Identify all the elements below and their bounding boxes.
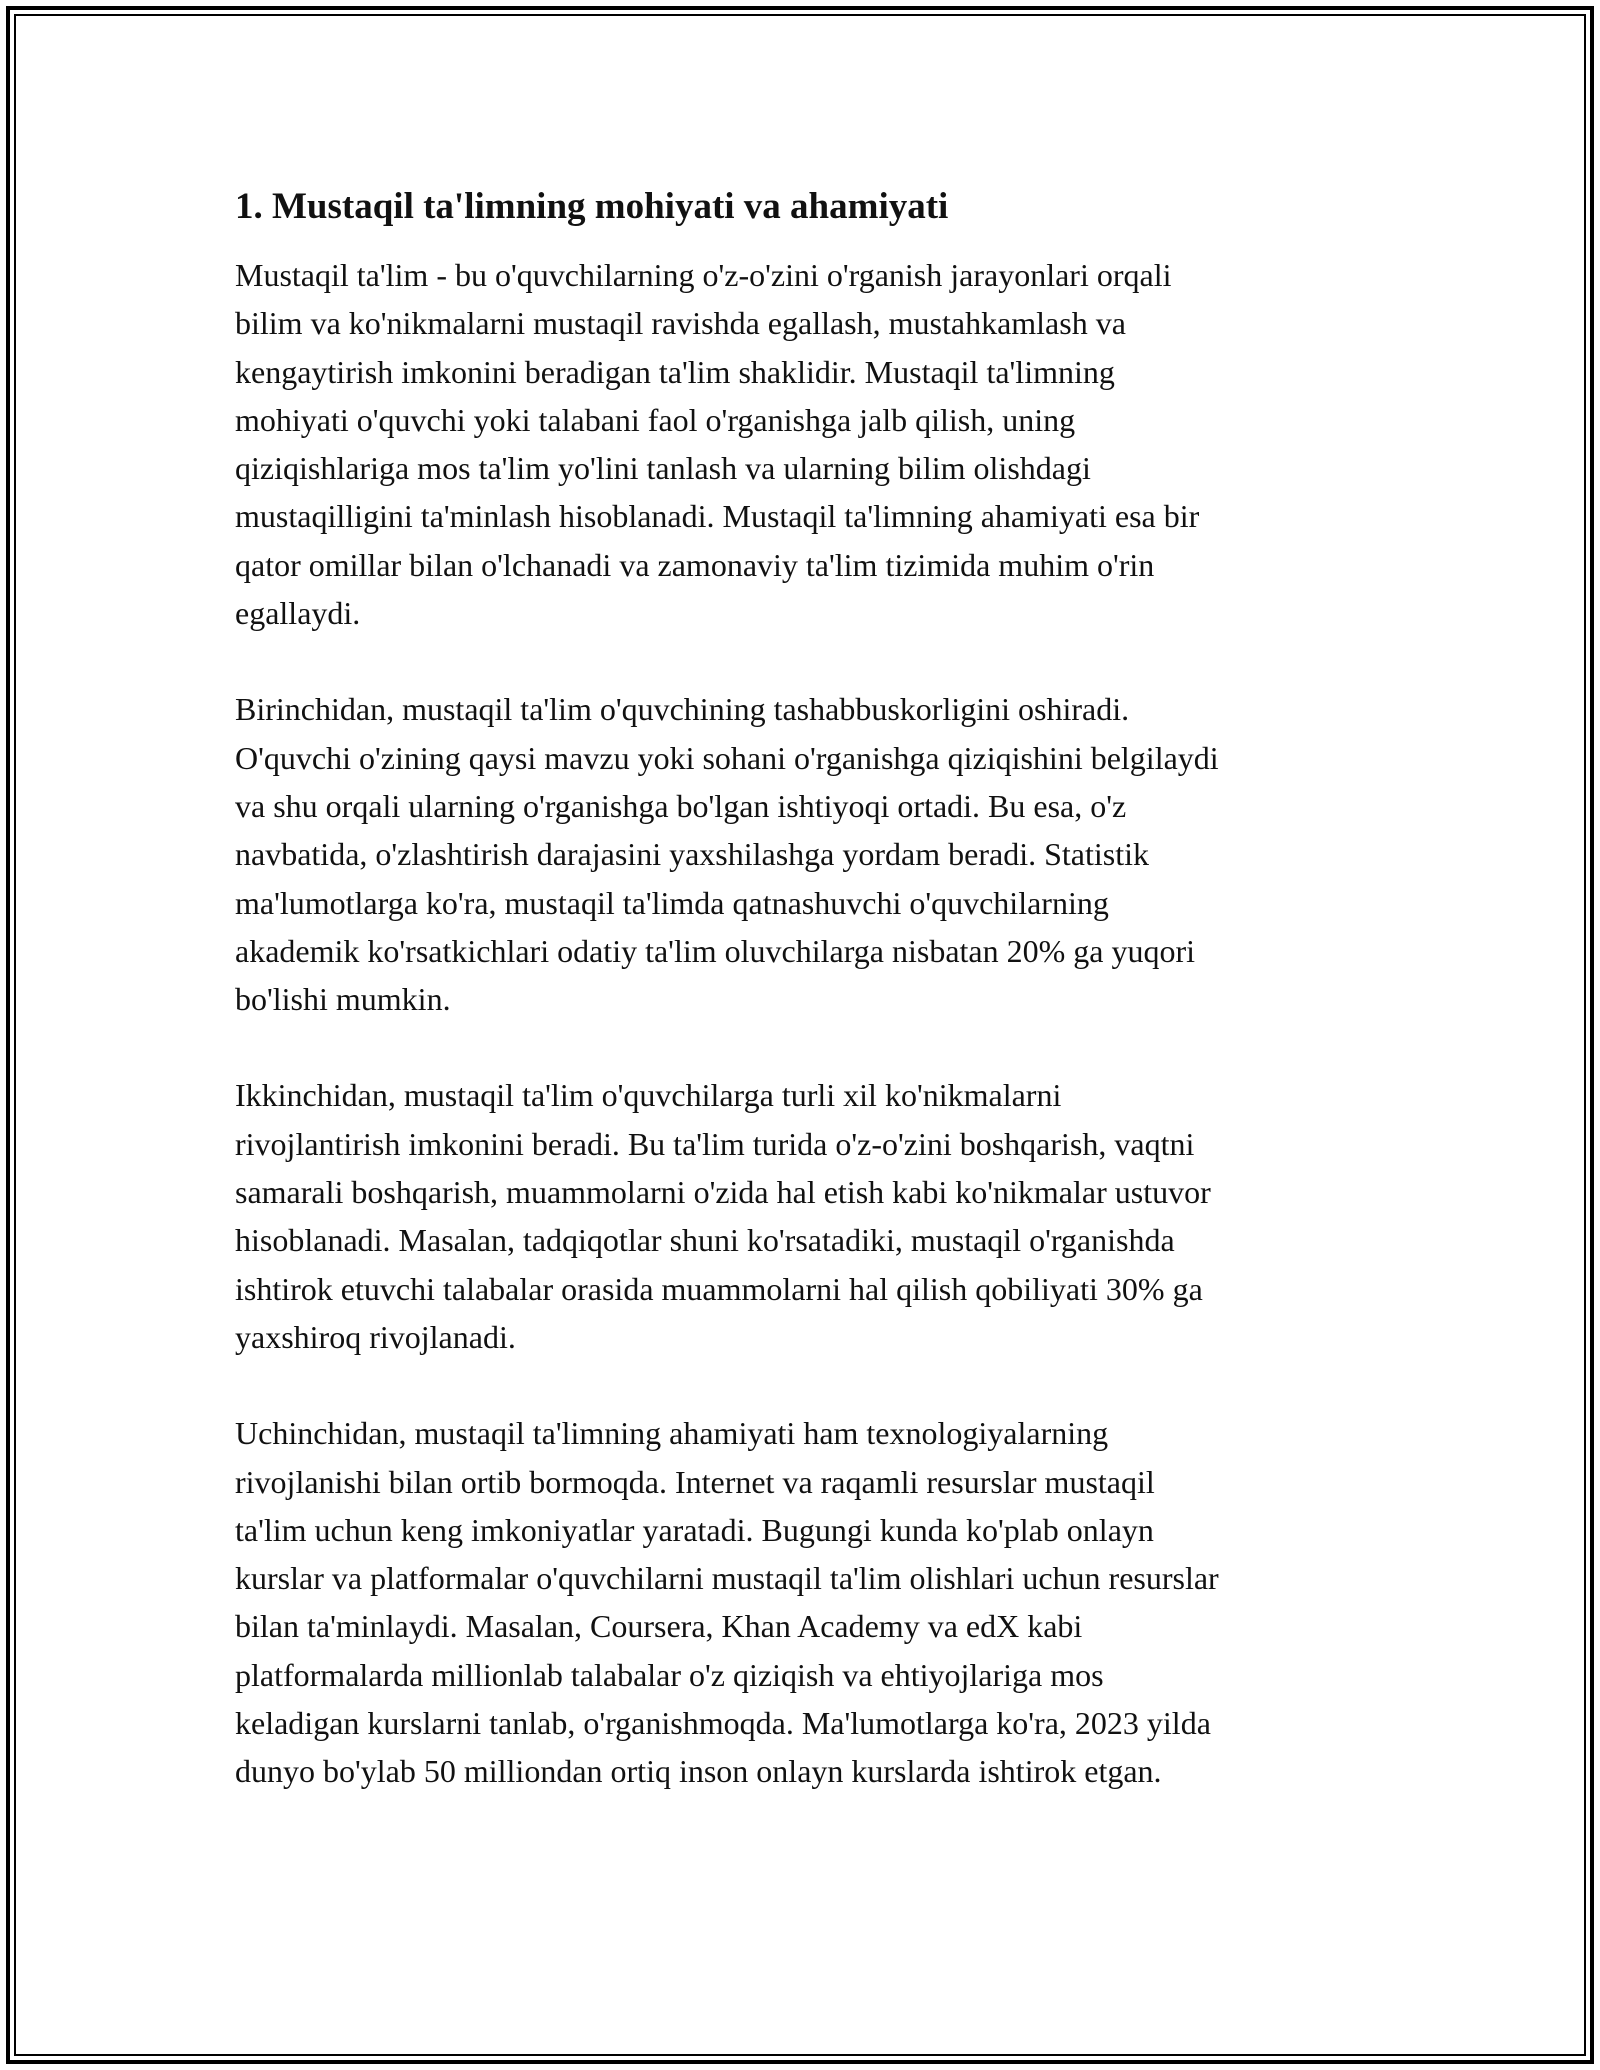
paragraph-third-point: Uchinchidan, mustaqil ta'limning ahamiyati ham texnologiyalarning rivojlanishi bilan ortib bormoqda. Internet va raqamli resurslar mustaqil ta'lim uchun keng imkoniyatlar yaratadi. Bugungi kunda ko'plab onlayn kurslar va platformalar o'quvchilarni mustaqil ta'lim olishlari uchun resurslar bilan ta'minlaydi. Masalan, Coursera, Khan Academy va edX kabi platformalarda millionlab talabalar o'z qiziqish va ehtiyojlariga mos keladigan kurslarni tanlab, o'rganishmoqda. Ma'lumotlarga ko'ra, 2023 yilda dunyo bo'ylab 50 milliondan ortiq inson onlayn kurslarda ishtirok etgan.	[235, 1415, 1219, 1790]
paragraph-first-point: Birinchidan, mustaqil ta'lim o'quvchining tashabbuskorligini oshiradi. O'quvchi o'zining qaysi mavzu yoki sohani o'rganishga qiziqishini belgilaydi va shu orqali ularning o'rganishga bo'lgan ishtiyoqi ortadi. Bu esa, o'z navbatida, o'zlashtirish darajasini yaxshilashga yordam beradi. Statistik ma'lumotlarga ko'ra, mustaqil ta'limda qatnashuvchi o'quvchilarning akademik ko'rsatkichlari odatiy ta'lim oluvchilarga nisbatan 20% ga yuqori bo'lishi mumkin.	[235, 691, 1219, 1018]
paragraph-second-point: Ikkinchidan, mustaqil ta'lim o'quvchilarga turli xil ko'nikmalarni rivojlantirish imkonini beradi. Bu ta'lim turida o'z-o'zini boshqarish, vaqtni samarali boshqarish, muammolarni o'zida hal etish kabi ko'nikmalar ustuvor hisoblanadi. Masalan, tadqiqotlar shuni ko'rsatadiki, mustaqil o'rganishda ishtirok etuvchi talabalar orasida muammolarni hal qilish qobiliyati 30% ga yaxshiroq rivojlanadi.	[235, 1077, 1211, 1355]
paragraph-intro: Mustaqil ta'lim - bu o'quvchilarning o'z-o'zini o'rganish jarayonlari orqali bilim va ko'nikmalarni mustaqil ravishda egallash, mustahkamlash va kengaytirish imkonini beradigan ta'lim shaklidir. Mustaqil ta'limning mohiyati o'quvchi yoki talabani faol o'rganishga jalb qilish, uning qiziqishlariga mos ta'lim yo'lini tanlash va ularning bilim olishdagi mustaqilligini ta'minlash hisoblanadi. Mustaqil ta'limning ahamiyati esa bir qator omillar bilan o'lchanadi va zamonaviy ta'lim tizimida muhim o'rin egallaydi.	[235, 257, 1200, 632]
document-body	[235, 183, 1385, 1844]
section-heading: 1. Mustaqil ta'limning mohiyati va ahamiyati	[235, 186, 949, 227]
